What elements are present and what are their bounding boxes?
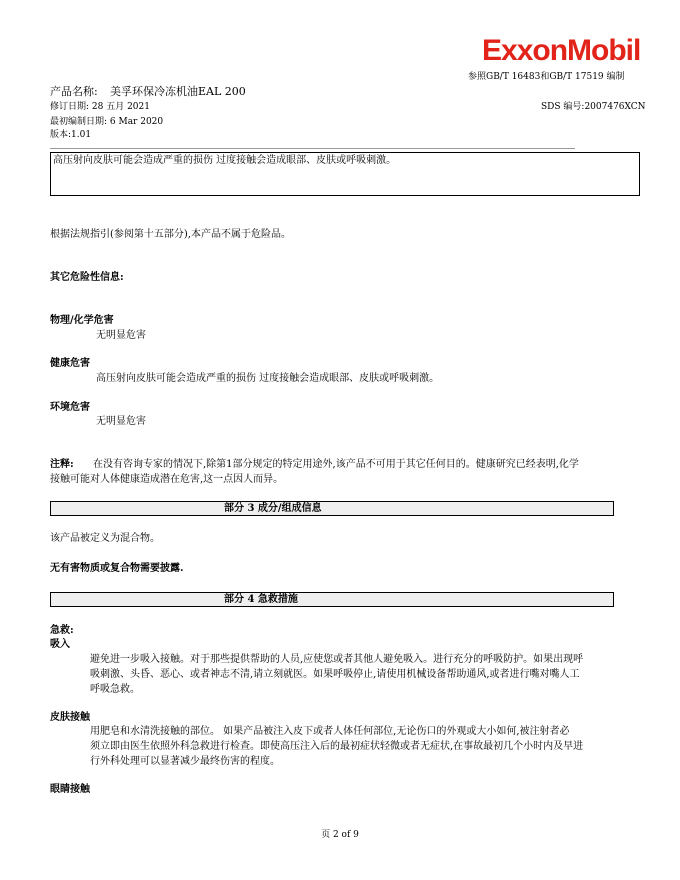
eye-contact-title: 眼睛接触 <box>50 784 90 795</box>
health-hazards-title: 健康危害 <box>50 358 90 369</box>
physical-hazards-text: 无明显危害 <box>96 330 146 341</box>
note-text-line1: 在没有咨询专家的情况下,除第1部分规定的特定用途外,该产品不可用于其它任何目的。健康研究已经表明,化学 <box>93 459 579 470</box>
first-aid-label: 急救: <box>50 625 74 636</box>
mixture-statement: 该产品被定义为混合物。 <box>50 533 160 544</box>
other-hazards-title: 其它危险性信息: <box>50 272 124 283</box>
note-text-line2: 接触可能对人体健康造成潜在危害,这一点因人而异。 <box>50 474 284 485</box>
version: 版本:1.01 <box>50 130 92 140</box>
header-divider <box>50 148 575 149</box>
skin-contact-line2: 须立即由医生依照外科急救进行检查。即使高压注入后的最初症状轻微或者无症状,在事故最初几个小时内及早进 <box>90 741 584 752</box>
environmental-hazards-title: 环境危害 <box>50 402 90 413</box>
skin-contact-line1: 用肥皂和水清洗接触的部位。 如果产品被注入皮下或者人体任何部位,无论伤口的外观或大小如何,被注射者必 <box>90 726 570 737</box>
inhalation-line1: 避免进一步吸入接触。对于那些提供帮助的人员,应使您或者其他人避免吸入。进行充分的呼吸防护。如果出现呼 <box>90 654 584 665</box>
health-hazards-text: 高压射向皮肤可能会造成严重的损伤 过度接触会造成眼部、皮肤或呼吸刺激。 <box>96 373 440 384</box>
hazard-warning-box: 高压射向皮肤可能会造成严重的损伤 过度接触会造成眼部、皮肤或呼吸刺激。 <box>50 152 640 196</box>
standard-reference: 参照GB/T 16483和GB/T 17519 编制 <box>468 72 625 82</box>
environmental-hazards-text: 无明显危害 <box>96 416 146 427</box>
product-name: 美孚环保冷冻机油EAL 200 <box>110 85 246 98</box>
section-4-header: 部分 4 急救措施 <box>50 592 614 607</box>
page-number: 页 2 of 9 <box>321 830 359 840</box>
inhalation-title: 吸入 <box>50 639 70 650</box>
inhalation-line3: 呼吸急救。 <box>90 684 140 695</box>
inhalation-line2: 吸刺激、头昏、恶心、或者神志不清,请立刻就医。如果呼吸停止,请使用机械设备帮助通风,或者进行嘴对嘴人工 <box>90 669 580 680</box>
revision-date: 修订日期: 28 五月 2021 <box>50 102 150 112</box>
sds-number: SDS 编号:2007476XCN <box>541 102 646 112</box>
skin-contact-title: 皮肤接触 <box>50 712 90 723</box>
note-label: 注释: <box>50 459 74 470</box>
section-3-header: 部分 3 成分/组成信息 <box>50 501 614 516</box>
skin-contact-line3: 行外科处理可以显著减少最终伤害的程度。 <box>90 756 280 767</box>
first-edit-date: 最初编制日期: 6 Mar 2020 <box>50 117 164 127</box>
exxonmobil-logo: ExxonMobil <box>482 34 641 67</box>
hazard-classification: 根据法规指引(参阅第十五部分),本产品不属于危险品。 <box>50 229 291 240</box>
no-disclosure-statement: 无有害物质或复合物需要披露. <box>50 563 184 574</box>
product-name-label: 产品名称: <box>50 85 98 98</box>
physical-hazards-title: 物理/化学危害 <box>50 315 114 326</box>
